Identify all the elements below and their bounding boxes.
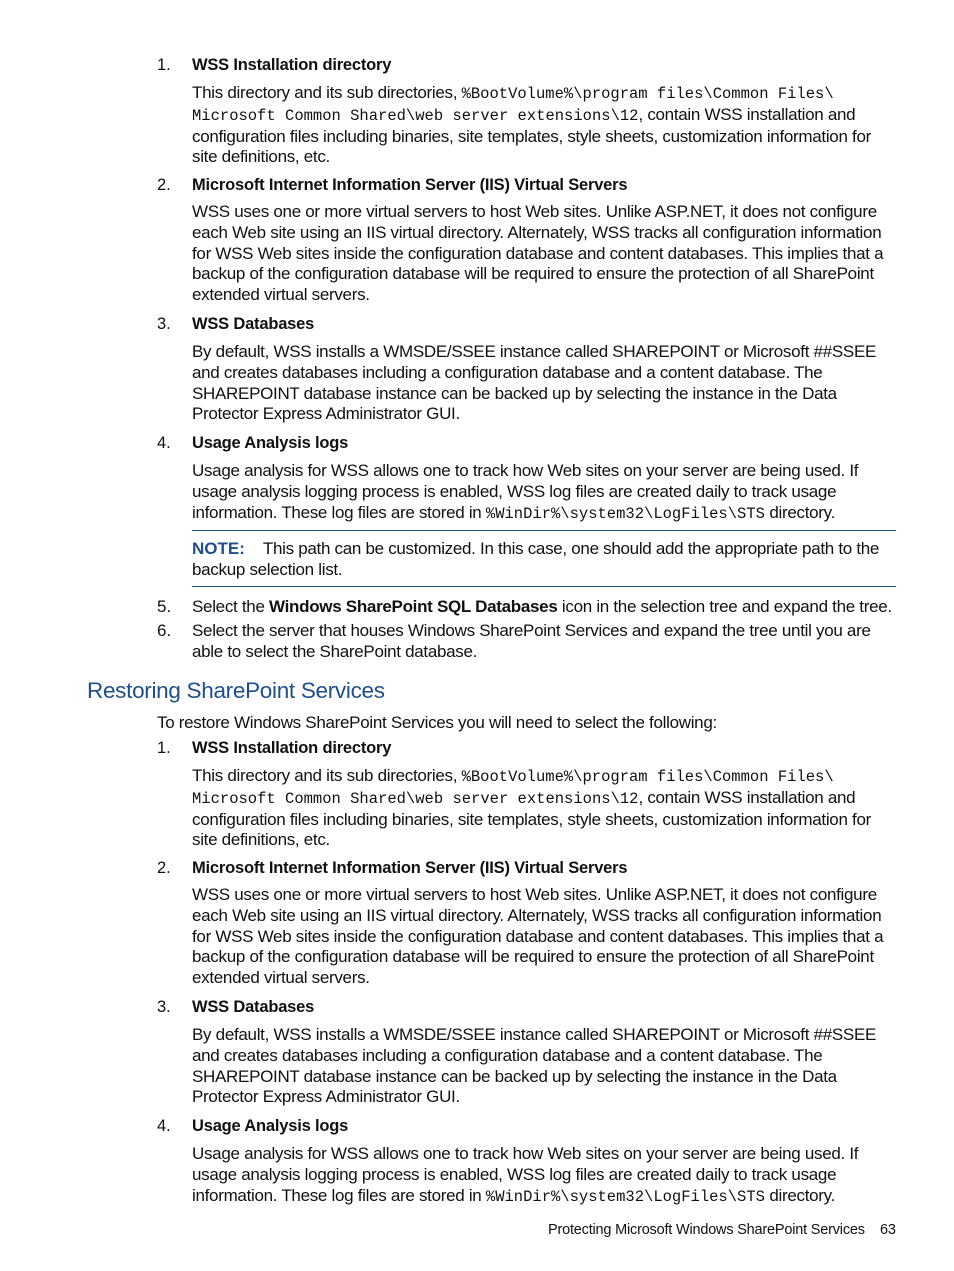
- item-body: WSS uses one or more virtual servers to host Web sites. Unlike ASP.NET, it does not configure each Web site using an IIS virtual directory. Alternately, WSS tracks all configuration information for WSS Web sites inside the configuration database and content databases. This implies that a backup of the configuration database will be required to ensure the protection of all SharePoint extended virtual servers.: [192, 885, 884, 988]
- list-number: 3.: [157, 315, 171, 333]
- item-body: [192, 766, 898, 851]
- item-body: By default, WSS installs a WMSDE/SSEE instance called SHAREPOINT or Microsoft ##SSEE and creates databases including a configuration database and a content database. The SHAREPOINT database instance can be backed up by selecting the instance in the Data Protector Express Administrator GUI.: [192, 342, 877, 424]
- item-heading: WSS Databases: [192, 315, 315, 333]
- step-text-part: Select the: [192, 597, 270, 616]
- body-text: Usage analysis for WSS allows one to track how Web sites on your server are being used. If usage analysis logging process is enabled, WSS log files are created daily to track usage information. These log files are stored in: [192, 1144, 859, 1205]
- item-heading: WSS Installation directory: [192, 56, 392, 74]
- note-box: [192, 539, 898, 581]
- item-heading: Microsoft Internet Information Server (IIS) Virtual Servers: [192, 859, 628, 877]
- body-text: directory.: [764, 502, 836, 522]
- list-number: 4.: [157, 1117, 171, 1135]
- body-text: , contain WSS installation and configuration files including binaries, site templates, style sheets, customization information for site definitions, etc.: [192, 104, 871, 167]
- path-code: %WinDir%\system32\LogFiles\STS: [485, 1187, 765, 1206]
- footer-title: Protecting Microsoft Windows SharePoint Services: [548, 1222, 865, 1238]
- step-text-part: icon in the selection tree and expand the tree.: [557, 597, 892, 616]
- note-top-rule: [192, 530, 896, 531]
- path-code: %BootVolume%\program files\Common Files\ Microsoft Common Shared\web server extensions\12: [192, 85, 834, 125]
- item-heading: WSS Databases: [192, 998, 315, 1016]
- item-body: By default, WSS installs a WMSDE/SSEE instance called SHAREPOINT or Microsoft ##SSEE and creates databases including a configuration database and a content database. The SHAREPOINT database instance can be backed up by selecting the instance in the Data Protector Express Administrator GUI.: [192, 1025, 877, 1107]
- list-number: 1.: [157, 739, 171, 757]
- path-code: %BootVolume%\program files\Common Files\ Microsoft Common Shared\web server extensions\12: [192, 768, 834, 808]
- item-heading: WSS Installation directory: [192, 739, 392, 757]
- body-text: directory.: [764, 1185, 836, 1205]
- step-bold-term: Windows SharePoint SQL Databases: [269, 597, 558, 616]
- body-text: This directory and its sub directories,: [192, 83, 462, 102]
- body-text: This directory and its sub directories,: [192, 766, 462, 785]
- body-text: , contain WSS installation and configuration files including binaries, site templates, style sheets, customization information for site definitions, etc.: [192, 787, 871, 850]
- step-text: Select the server that houses Windows SharePoint Services and expand the tree until you are able to select the SharePoint database.: [192, 621, 871, 661]
- item-heading: Microsoft Internet Information Server (IIS) Virtual Servers: [192, 176, 628, 194]
- list-number: 1.: [157, 56, 171, 74]
- item-heading: Usage Analysis logs: [192, 434, 349, 452]
- note-text: This path can be customized. In this case, one should add the appropriate path to the backup selection list.: [192, 539, 880, 579]
- note-label: NOTE:: [192, 539, 245, 558]
- list-number: 2.: [157, 176, 171, 194]
- item-body: WSS uses one or more virtual servers to host Web sites. Unlike ASP.NET, it does not configure each Web site using an IIS virtual directory. Alternately, WSS tracks all configuration information for WSS Web sites inside the configuration database and content databases. This implies that a backup of the configuration database will be required to ensure the protection of all SharePoint extended virtual servers.: [192, 202, 884, 305]
- section-intro: To restore Windows SharePoint Services you will need to select the following:: [157, 713, 717, 732]
- path-code: %WinDir%\system32\LogFiles\STS: [485, 504, 765, 523]
- item-body: [192, 461, 898, 524]
- list-number: 6.: [157, 621, 172, 640]
- list-number: 2.: [157, 859, 171, 877]
- list-number: 5.: [157, 597, 172, 616]
- list-number: 3.: [157, 998, 171, 1016]
- item-body: [192, 83, 898, 168]
- item-heading: Usage Analysis logs: [192, 1117, 349, 1135]
- page-number: 63: [880, 1222, 896, 1238]
- list-number: 4.: [157, 434, 171, 452]
- section-title: Restoring SharePoint Services: [87, 678, 385, 703]
- note-bottom-rule: [192, 586, 896, 587]
- step-text: [192, 597, 898, 618]
- item-body: [192, 1144, 898, 1207]
- body-text: Usage analysis for WSS allows one to track how Web sites on your server are being used. If usage analysis logging process is enabled, WSS log files are created daily to track usage information. These log files are stored in: [192, 461, 859, 522]
